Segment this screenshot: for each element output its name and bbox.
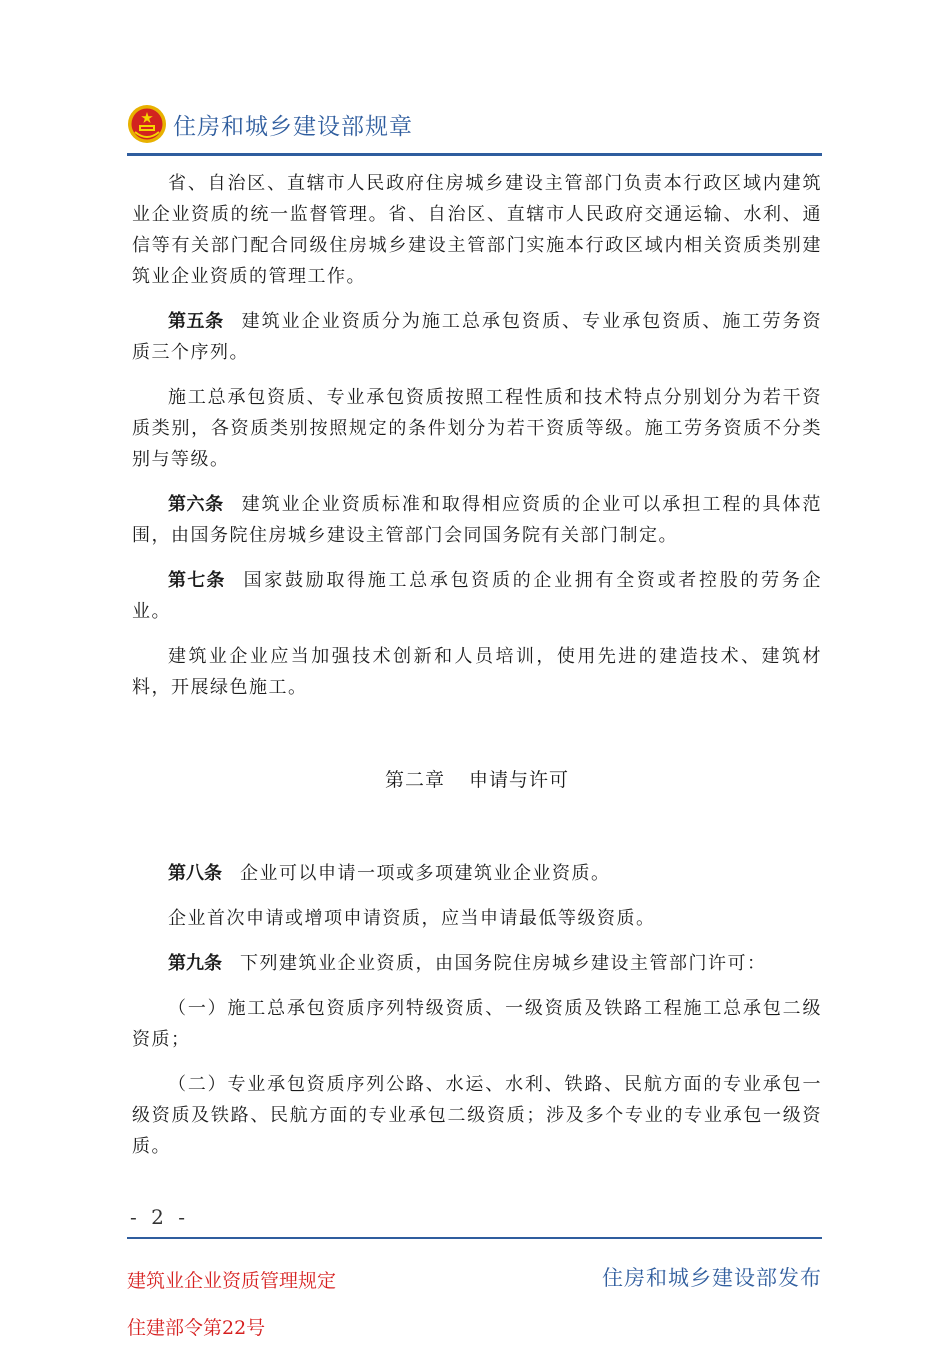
- paragraph: 企业首次申请或增项申请资质，应当申请最低等级资质。: [168, 908, 656, 929]
- chapter-title: 申请与许可: [469, 769, 570, 791]
- article-text: 建筑业企业资质分为施工总承包资质、专业承包资质、施工劳务资质三个序列。: [132, 311, 823, 363]
- paragraph: 建筑业企业应当加强技术创新和人员培训，使用先进的建造技术、建筑材料，开展绿色施工。: [132, 646, 822, 698]
- article-6: [132, 489, 822, 551]
- page-header: [127, 100, 822, 156]
- article-label: 第七条: [168, 570, 226, 591]
- document-body: [132, 168, 822, 1176]
- list-item: （二）专业承包资质序列公路、水运、水利、铁路、民航方面的专业承包一级资质及铁路、民航方面的专业承包二级资质；涉及多个专业的专业承包一级资质。: [132, 1074, 822, 1157]
- article-label: 第九条: [168, 953, 222, 974]
- article-7: [132, 565, 822, 627]
- article-label: 第六条: [168, 494, 224, 515]
- article-text: 国家鼓励取得施工总承包资质的企业拥有全资或者控股的劳务企业。: [132, 570, 823, 622]
- header-title: 住房和城乡建设部规章: [173, 114, 413, 140]
- list-item: （一）施工总承包资质序列特级资质、一级资质及铁路工程施工总承包二级资质；: [132, 998, 822, 1050]
- document-title: 建筑业企业资质管理规定: [127, 1270, 337, 1292]
- header-rule: [127, 153, 822, 156]
- article-text: 下列建筑业企业资质，由国务院住房城乡建设主管部门许可：: [240, 953, 767, 974]
- article-text: 建筑业企业资质标准和取得相应资质的企业可以承担工程的具体范围，由国务院住房城乡建设主管部门会同国务院有关部门制定。: [132, 494, 823, 546]
- article-8: [132, 858, 822, 889]
- chapter-heading: [132, 765, 822, 796]
- article-text: 企业可以申请一项或多项建筑业企业资质。: [240, 863, 611, 884]
- article-label: 第八条: [168, 863, 222, 884]
- paragraph: 施工总承包资质、专业承包资质按照工程性质和技术特点分别划分为若干资质类别，各资质类别按照规定的条件划分为若干资质等级。施工劳务资质不分类别与等级。: [132, 387, 822, 470]
- page-number: - 2 -: [130, 1205, 189, 1229]
- publisher: 住房和城乡建设部发布: [602, 1266, 822, 1290]
- footer-rule: [127, 1237, 822, 1239]
- chapter-number: 第二章: [384, 769, 445, 791]
- paragraph: 省、自治区、直辖市人民政府住房城乡建设主管部门负责本行政区域内建筑业企业资质的统一监督管理。省、自治区、直辖市人民政府交通运输、水利、通信等有关部门配合同级住房城乡建设主管部门实施本行政区域内相关资质类别建筑业企业资质的管理工作。: [132, 173, 822, 287]
- article-label: 第五条: [168, 311, 224, 332]
- article-9: [132, 948, 822, 979]
- order-number: 住建部令第22号: [127, 1317, 266, 1339]
- national-emblem-icon: [127, 104, 167, 144]
- article-5: [132, 306, 822, 368]
